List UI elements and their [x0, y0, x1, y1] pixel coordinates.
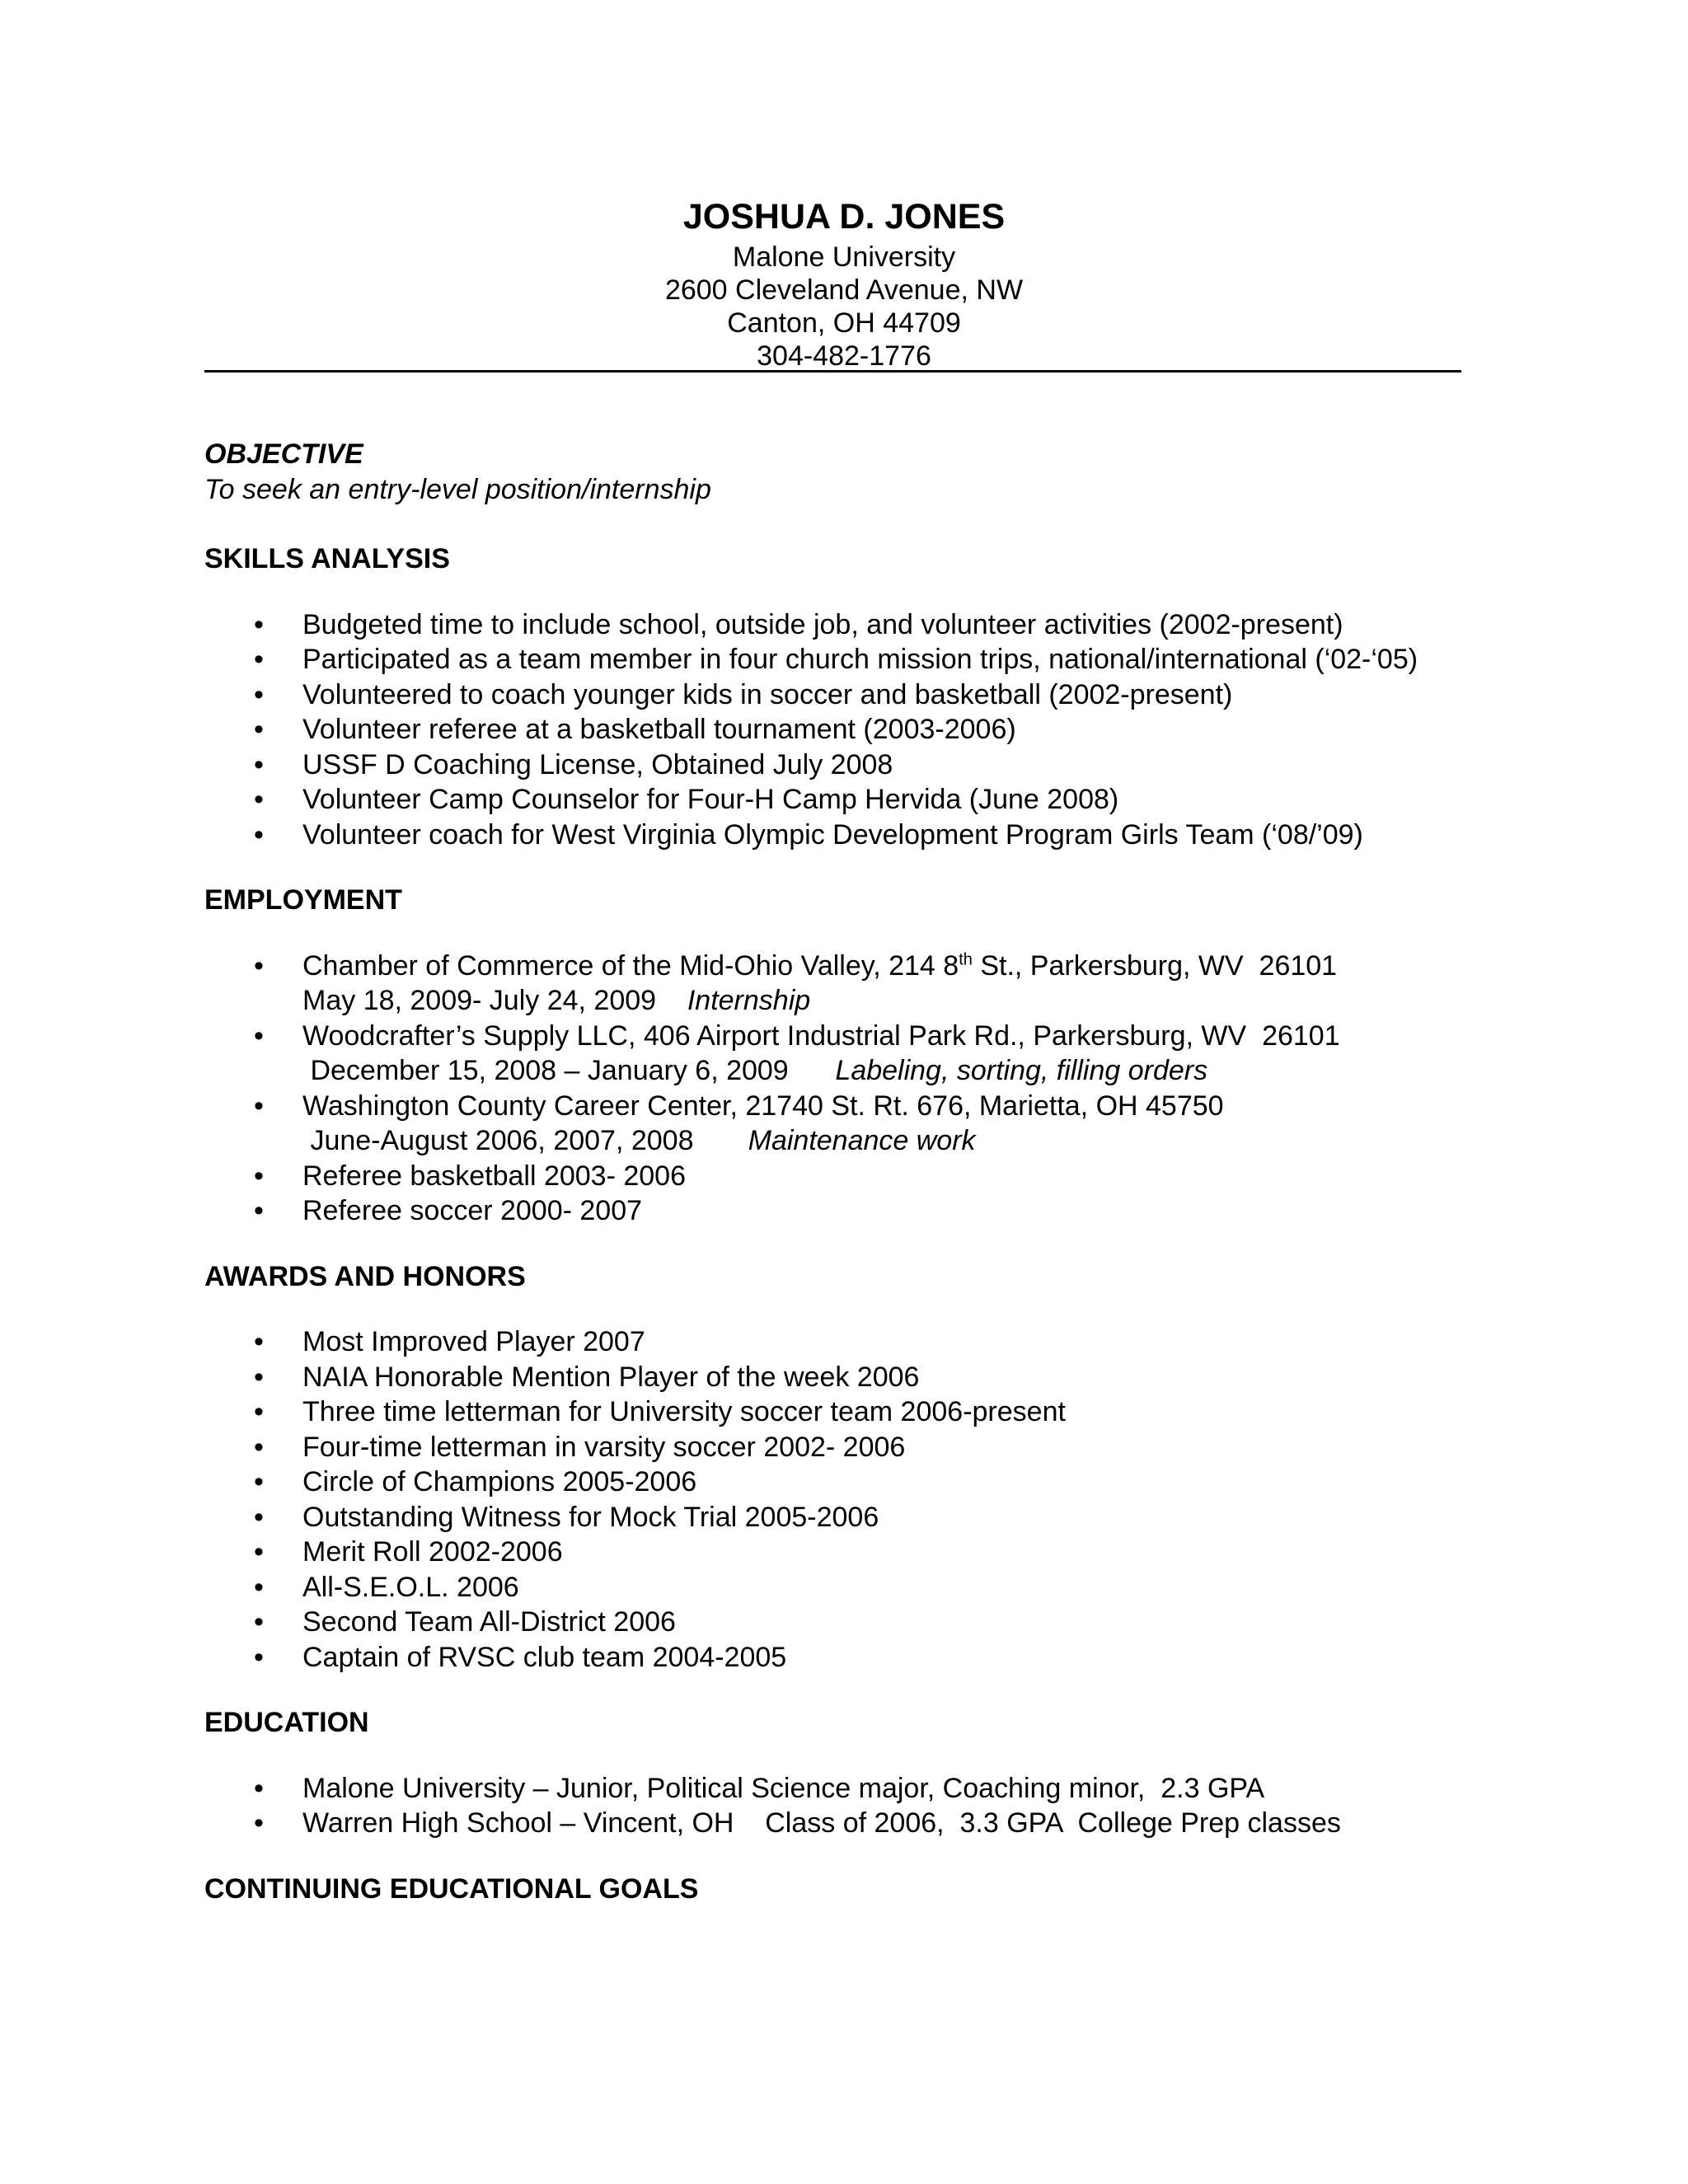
awards-list	[204, 1324, 1523, 1675]
address-line-1: Malone University	[732, 241, 956, 273]
bullet-icon: •	[254, 1606, 264, 1638]
objective-heading: OBJECTIVE	[204, 438, 363, 470]
list-item: • All-S.E.O.L. 2006	[204, 1570, 1523, 1605]
list-item: • Referee basketball 2003- 2006	[204, 1159, 1523, 1194]
resume-body	[204, 437, 1523, 1937]
bullet-icon: •	[254, 1431, 264, 1463]
bullet-icon: •	[254, 1361, 264, 1393]
list-item: • Merit Roll 2002-2006	[204, 1535, 1523, 1570]
bullet-icon: •	[254, 818, 264, 851]
address-line-3: Canton, OH 44709	[727, 307, 961, 339]
objective-section	[204, 437, 1523, 507]
bullet-icon: •	[254, 1466, 264, 1497]
bullet-icon: •	[254, 748, 264, 780]
list-item: • Most Improved Player 2007	[204, 1324, 1523, 1360]
candidate-name: JOSHUA D. JONES	[682, 197, 1006, 237]
list-item: • Woodcrafter’s Supply LLC, 406 Airport Industrial Park Rd., Parkersburg, WV 26101 December 15, 2008 – January 6, 2009 Labeling, sorting, filling orders	[254, 1019, 1340, 1086]
awards-section	[204, 1259, 1523, 1675]
objective-text: To seek an entry-level position/internship	[204, 473, 711, 505]
list-item: • Volunteer referee at a basketball tournament (2003-2006)	[204, 712, 1523, 748]
skills-section	[204, 541, 1523, 852]
address-line-2: 2600 Cleveland Avenue, NW	[664, 274, 1024, 306]
awards-heading: AWARDS AND HONORS	[204, 1260, 526, 1292]
education-section	[204, 1705, 1523, 1841]
list-item: • Budgeted time to include school, outside job, and volunteer activities (2002-present)	[204, 607, 1523, 643]
goals-heading: CONTINUING EDUCATIONAL GOALS	[204, 1872, 699, 1905]
list-item: • Circle of Champions 2005-2006	[204, 1465, 1523, 1500]
bullet-icon: •	[254, 949, 264, 982]
bullet-icon: •	[254, 1160, 264, 1192]
bullet-icon: •	[254, 1807, 264, 1839]
bullet-icon: •	[254, 1772, 264, 1804]
employment-list	[204, 949, 1523, 1229]
bullet-icon: •	[254, 784, 264, 815]
bullet-icon: •	[254, 1090, 264, 1122]
list-item: • Three time letterman for University soccer team 2006-present	[204, 1394, 1523, 1430]
bullet-icon: •	[254, 608, 264, 640]
list-item: • Warren High School – Vincent, OH Class of 2006, 3.3 GPA College Prep classes	[204, 1806, 1523, 1841]
list-item: • Referee soccer 2000- 2007	[204, 1193, 1523, 1229]
bullet-icon: •	[254, 678, 264, 710]
education-list	[204, 1771, 1523, 1841]
list-item: • Participated as a team member in four church mission trips, national/international (‘02-‘05)	[204, 642, 1523, 677]
education-heading: EDUCATION	[204, 1707, 369, 1738]
list-item: • Volunteer Camp Counselor for Four-H Camp Hervida (June 2008)	[204, 782, 1523, 818]
list-item: • Malone University – Junior, Political Science major, Coaching minor, 2.3 GPA	[204, 1771, 1523, 1807]
bullet-icon: •	[254, 1571, 264, 1603]
bullet-icon: •	[254, 644, 264, 675]
bullet-icon: •	[254, 1019, 264, 1052]
list-item: • Four-time letterman in varsity soccer 2002- 2006	[204, 1430, 1523, 1465]
bullet-icon: •	[254, 1195, 264, 1226]
bullet-icon: •	[254, 1501, 264, 1533]
goals-section	[204, 1872, 1523, 1907]
skills-list	[204, 607, 1523, 853]
bullet-icon: •	[254, 1641, 264, 1673]
list-item: • NAIA Honorable Mention Player of the week 2006	[204, 1360, 1523, 1395]
employment-heading: EMPLOYMENT	[204, 884, 402, 916]
list-item: • Volunteer coach for West Virginia Olympic Development Program Girls Team (‘08/’09)	[204, 818, 1523, 853]
skills-heading: SKILLS ANALYSIS	[204, 543, 450, 574]
bullet-icon: •	[254, 1536, 264, 1568]
list-item: • Captain of RVSC club team 2004-2005	[204, 1640, 1523, 1675]
list-item: • Volunteered to coach younger kids in soccer and basketball (2002-present)	[204, 677, 1523, 713]
employment-section	[204, 883, 1523, 1229]
bullet-icon: •	[254, 1396, 264, 1427]
list-item: • Chamber of Commerce of the Mid-Ohio Valley, 214 8th St., Parkersburg, WV 26101 May 18, 2009- July 24, 2009 Internship	[254, 949, 1338, 1016]
list-item: • Washington County Career Center, 21740 St. Rt. 676, Marietta, OH 45750 June-August 2006, 2007, 2008 Maintenance work	[254, 1090, 1224, 1156]
list-item: • Outstanding Witness for Mock Trial 2005-2006	[204, 1500, 1523, 1535]
bullet-icon: •	[254, 714, 264, 745]
list-item: • Second Team All-District 2006	[204, 1605, 1523, 1640]
header-divider	[204, 370, 1461, 373]
resume-header	[0, 193, 1688, 373]
phone-number: 304-482-1776	[757, 340, 931, 372]
bullet-icon: •	[254, 1326, 264, 1357]
list-item: • USSF D Coaching License, Obtained July 2008	[204, 748, 1523, 783]
